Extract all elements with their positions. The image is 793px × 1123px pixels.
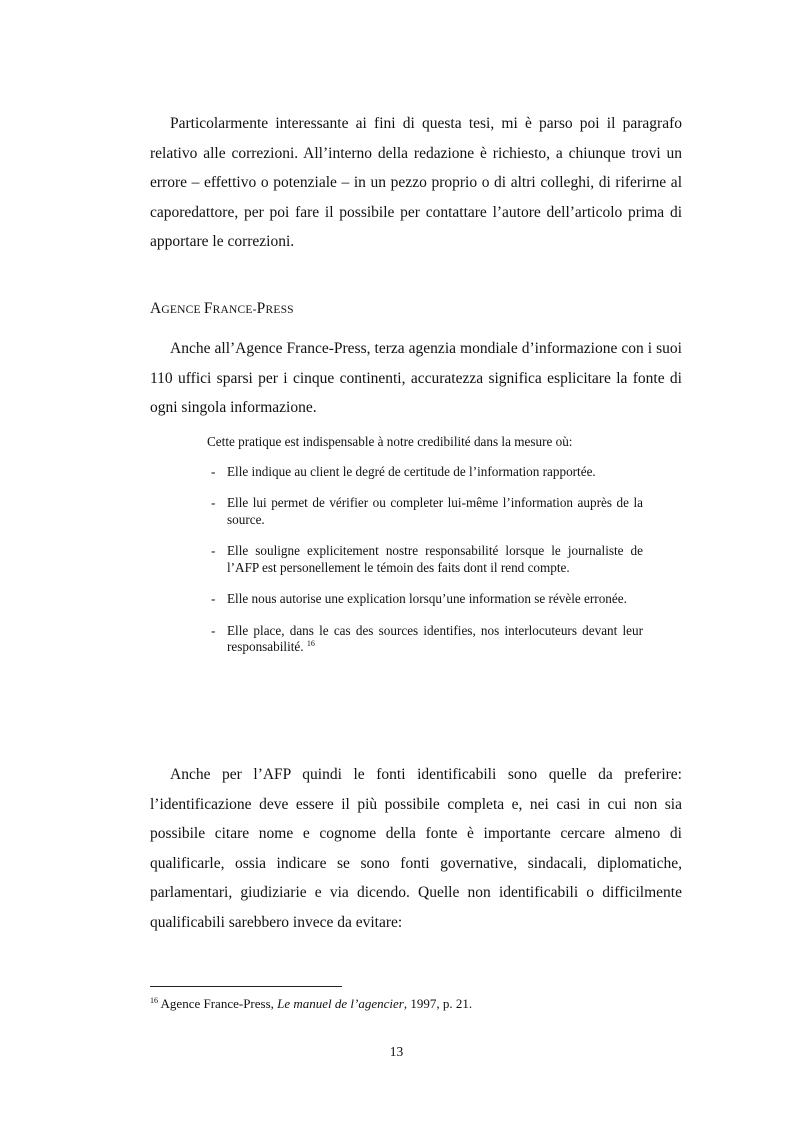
section-heading: [150, 300, 294, 318]
quote-list-item: [207, 543, 643, 576]
footnote-reference[interactable]: 16: [306, 639, 315, 648]
footnote-text-before: Agence France-Press,: [160, 996, 278, 1011]
footnote-text-after: , 1997, p. 21.: [403, 996, 473, 1011]
quote-item-text: Elle souligne explicitement nostre responsabilité lorsque le journaliste de l’AFP est personellement le témoin des faits dont il rend compte.: [227, 543, 643, 575]
footnote-divider: [150, 986, 342, 987]
paragraph-afp-intro: Anche all’Agence France-Press, terza agenzia mondiale d’informazione con i suoi 110 uffici sparsi per i cinque continenti, accuratezza significa esplicitare la fonte di ogni singola informazione.: [150, 340, 682, 416]
heading-small-caps-1: GENCE: [161, 304, 204, 316]
list-dash: -: [211, 622, 216, 638]
heading-cap-p: P: [256, 300, 266, 317]
footnote-title: Le manuel de l’agencier: [277, 996, 404, 1011]
heading-small-caps-2: RANCE-: [212, 304, 257, 316]
footnote-number: 16: [150, 996, 158, 1005]
quote-list-item: [207, 464, 643, 481]
quote-list-item: [207, 623, 643, 656]
heading-cap-f: F: [203, 300, 213, 317]
quote-item-text: Elle place, dans le cas des sources identifies, nos interlocuteurs devant leur responsabilité.: [227, 622, 643, 654]
quote-item-text: Elle nous autorise une explication lorsqu’une information se révèle erronée.: [227, 591, 627, 606]
footnote: [150, 996, 472, 1012]
page-number: 13: [389, 1044, 404, 1059]
list-dash: -: [211, 543, 216, 558]
list-dash: -: [211, 463, 216, 479]
block-quote: [207, 434, 643, 671]
quote-list-item: [207, 495, 643, 528]
quote-item-text: Elle lui permet de vérifier ou completer lui-même l’information auprès de la source.: [227, 495, 643, 527]
quote-list: [207, 464, 643, 656]
paragraph-afp-sources: Anche per l’AFP quindi le fonti identificabili sono quelle da preferire: l’identificazione deve essere il più possibile completa e, nei casi in cui non sia possibile citare nome e cognome della fonte è importante cercare almeno di qualificarle, ossia indicare se sono fonti governative, sindacali, diplomatiche, parlamentari, giudiziarie e via dicendo. Quelle non identificabili o difficilmente qualificabili sarebbero invece da evitare:: [150, 766, 682, 931]
heading-cap-a: A: [150, 300, 162, 317]
paragraph-corrections: Particolarmente interessante ai fini di questa tesi, mi è parso poi il paragrafo relativo alle correzioni. All’interno della redazione è richiesto, a chiunque trovi un errore – effettivo o potenziale – in un pezzo proprio o di altri colleghi, di riferirne al caporedattore, per poi fare il possibile per contattare l’autore dell’articolo prima di apportare le correzioni.: [150, 115, 682, 250]
quote-list-item: [207, 591, 643, 608]
quote-item-text: Elle indique au client le degré de certitude de l’information rapportée.: [227, 463, 596, 479]
list-dash: -: [211, 591, 216, 606]
heading-small-caps-3: RESS: [265, 304, 294, 316]
list-dash: -: [211, 495, 216, 510]
quote-intro: Cette pratique est indispensable à notre credibilité dans la mesure où:: [207, 434, 573, 449]
